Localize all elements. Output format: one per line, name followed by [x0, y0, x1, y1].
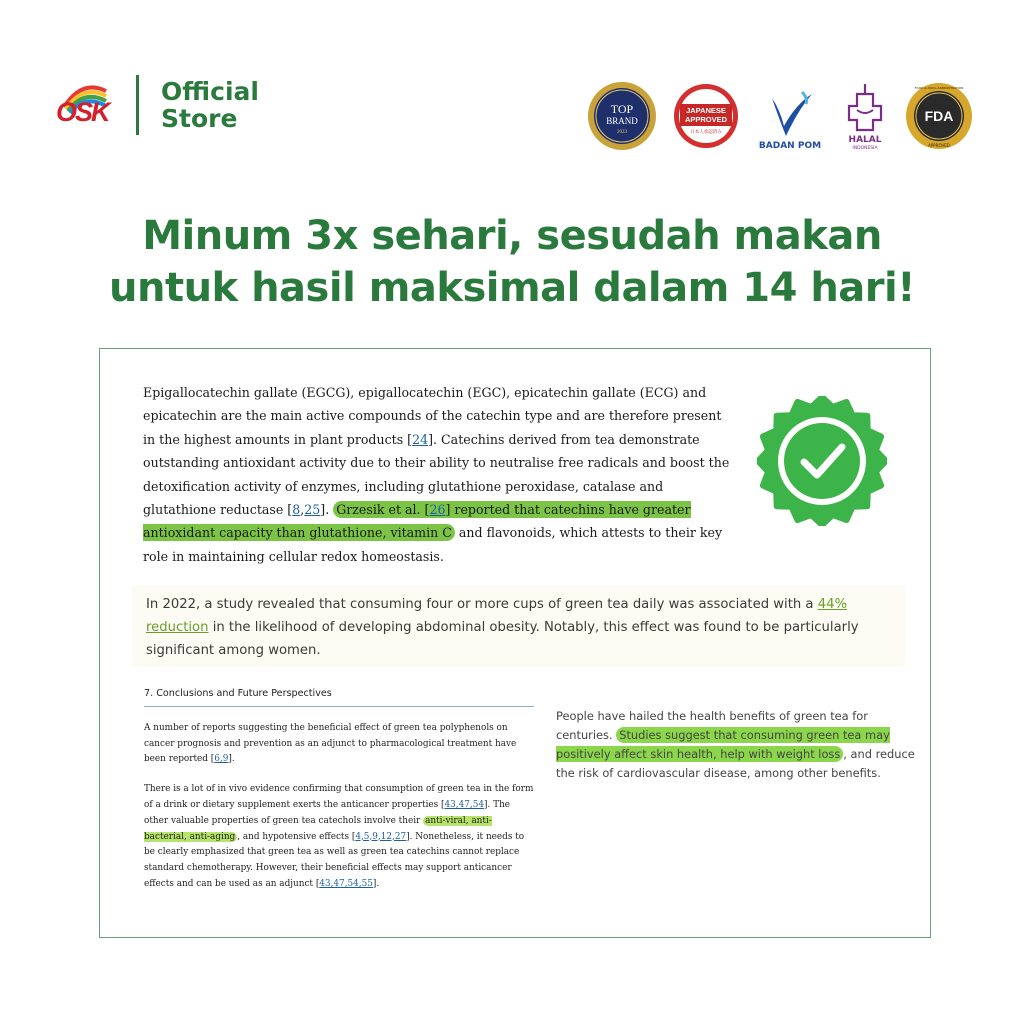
- official-store-label: [161, 78, 259, 132]
- health-benefits-quote: [556, 707, 916, 783]
- ref-link[interactable]: 43,47,54,55: [319, 878, 373, 889]
- paper1-text: Epigallocatechin gallate (EGCG), epigallocatechin (EGC), epicatechin gallate (ECG) and epicatechin are the main active compounds of the catechin type and are therefore present in the highest amounts in plant products [: [143, 385, 722, 447]
- verified-check-icon: [757, 396, 887, 526]
- halal-text2: INDONESIA: [852, 146, 878, 151]
- osk-logo: [56, 77, 112, 133]
- headline: [0, 210, 1024, 314]
- ref-link[interactable]: 25: [304, 502, 321, 518]
- quote-text: , and reduce the risk of cardiovascular disease, among other benefits.: [556, 747, 915, 780]
- official-line1: Official: [161, 77, 259, 106]
- top-brand-text2: BRAND: [606, 116, 638, 126]
- paper1-text: ,: [300, 502, 305, 518]
- seal-inner-disc: [784, 423, 860, 499]
- badan-pom-text: BADAN POM: [758, 141, 822, 151]
- paragraph: [144, 782, 534, 893]
- ref-link[interactable]: 8: [292, 502, 301, 518]
- research-excerpt-catechins: [143, 381, 733, 568]
- quote-text: in the likelihood of developing abdominal obesity. Notably, this effect was found to be particularly significant among women.: [146, 620, 859, 658]
- halal-text1: HALAL: [848, 135, 882, 145]
- fda-text3: APPROVED: [928, 143, 950, 148]
- paragraph: [144, 721, 534, 768]
- halal-indonesia-logo: [840, 80, 890, 152]
- paragraph-text: ].: [372, 878, 380, 889]
- paper1-text: ].: [320, 502, 334, 518]
- ref-link[interactable]: 4,5,9,12,27: [355, 831, 407, 842]
- top-brand-badge: [586, 80, 658, 152]
- osk-logo-text: OSK: [56, 97, 109, 127]
- paragraph-text: ]. The other valuable properties of green tea catechols involve their: [144, 799, 511, 826]
- fda-approved-badge: [904, 81, 974, 151]
- japanese-approved-badge: [672, 82, 740, 150]
- highlight-text: Grzesik et al. [: [336, 502, 430, 518]
- study-quote: [146, 593, 898, 662]
- headline-line1: Minum 3x sehari, sesudah makan: [142, 213, 882, 259]
- evidence-frame: [99, 348, 931, 938]
- ref-link[interactable]: 24: [412, 431, 429, 447]
- research-excerpt-conclusions: [144, 686, 534, 907]
- ref-link[interactable]: 6,9: [214, 754, 229, 765]
- paragraph-text: There is a lot of in vivo evidence confirming that consumption of green tea in the form of a drink or dietary supplement exerts the anticancer properties [: [144, 784, 534, 810]
- highlighted-properties: anti-viral, anti-bacterial, anti-aging: [144, 815, 492, 842]
- highlight-text: ] reported that catechins have greater antioxidant capacity than glutathione, vitamin C: [143, 502, 691, 541]
- paragraph-text: A number of reports suggesting the beneficial effect of green tea polyphenols on cancer prognosis and prevention as an adjunct to pharmacological treatment have been reported [: [144, 722, 517, 765]
- section-title: 7. Conclusions and Future Perspectives: [144, 686, 534, 707]
- highlighted-benefits: Studies suggest that consuming green tea may positively affect skin health, help with weight loss: [556, 728, 890, 761]
- top-brand-text3: 2023: [617, 130, 627, 135]
- brand-header: [56, 72, 259, 138]
- paragraph-text: , and hypotensive effects [: [237, 831, 356, 842]
- quote-text: People have hailed the health benefits of green tea for centuries.: [556, 709, 868, 742]
- study-quote-box: [132, 585, 906, 667]
- paper1-text: and flavonoids, which attests to their key role in maintaining cellular redox homeostasis.: [143, 525, 723, 564]
- top-brand-text1: TOP: [610, 102, 634, 116]
- paragraph-text: ].: [228, 754, 235, 765]
- certification-badges: [586, 80, 974, 152]
- fda-text1: FDA: [924, 108, 954, 124]
- quote-text: In 2022, a study revealed that consuming four or more cups of green tea daily was associated with a: [146, 597, 818, 612]
- japanese-text2: APPROVED: [684, 115, 728, 124]
- fda-text2: FOOD & DRUG ADMINISTRATION: [914, 86, 964, 90]
- ref-link[interactable]: 43,47,54: [444, 799, 485, 810]
- japanese-text1: JAPANESE: [686, 106, 726, 115]
- reduction-link[interactable]: 44% reduction: [146, 597, 848, 635]
- paper1-text: ]. Catechins derived from tea demonstrate outstanding antioxidant activity due to their ability to neutralise free radicals and boost the detoxification activity of enzymes, including glutathione peroxidase, catalase and glutathione reductase [: [143, 431, 730, 518]
- badan-pom-logo: [754, 80, 826, 152]
- brand-divider: [136, 75, 139, 135]
- paragraph-text: ]. Nonetheless, it needs to be clearly emphasized that green tea as well as green tea catechins cannot replace standard chemotherapy. However, their beneficial effects may support anticancer effects and can be used as an adjunct [: [144, 831, 525, 889]
- japanese-text3: 日本人承認済み: [690, 130, 722, 135]
- ref-link[interactable]: 26: [429, 502, 446, 518]
- official-line2: Store: [161, 104, 238, 133]
- headline-line2: untuk hasil maksimal dalam 14 hari!: [109, 265, 915, 311]
